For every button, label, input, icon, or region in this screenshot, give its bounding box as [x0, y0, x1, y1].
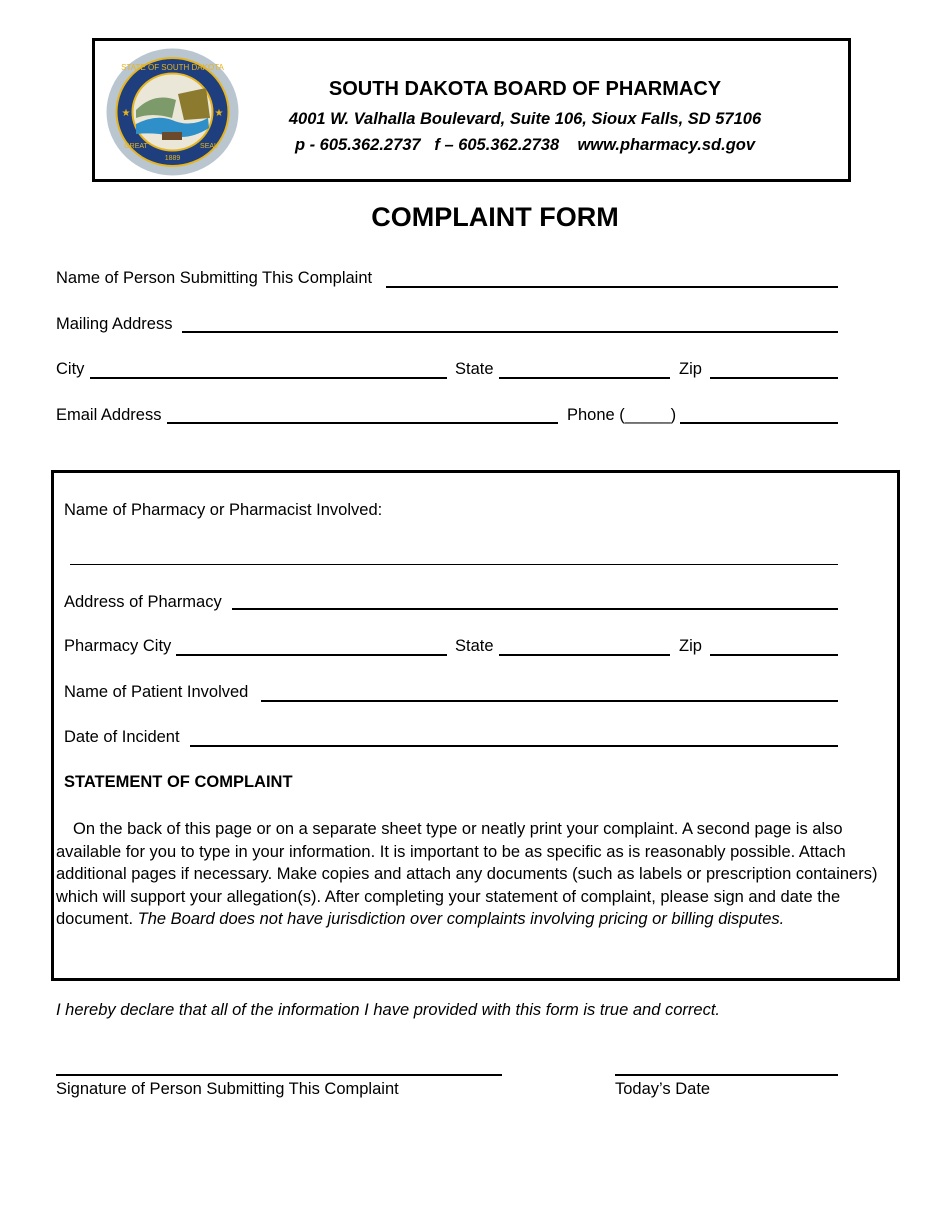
zip-field[interactable]	[710, 377, 838, 379]
mailing-address-label: Mailing Address	[56, 315, 173, 333]
seal-star-left: ★	[121, 108, 131, 119]
seal-ring-text-left: GREAT	[124, 143, 148, 150]
state-seal-icon	[106, 48, 239, 176]
pharmacy-zip-label: Zip	[679, 637, 702, 655]
pharmacy-address-field[interactable]	[232, 608, 838, 610]
mailing-address-field[interactable]	[182, 331, 838, 333]
submitter-name-field[interactable]	[386, 286, 838, 288]
signature-field[interactable]	[56, 1074, 502, 1076]
state-label: State	[455, 360, 494, 378]
declaration-text: I hereby declare that all of the information I have provided with this form is true and correct.	[56, 1001, 720, 1019]
pharmacy-city-field[interactable]	[176, 654, 447, 656]
pharmacy-state-field[interactable]	[499, 654, 670, 656]
statement-body: On the back of this page or on a separate sheet type or neatly print your complaint. A second page is also available for you to type in your information. It is important to be as specific as is reasonably possible. Attach additional pages if necessary. Make copies and attach any documents (such as labels or prescription containers) which will support your allegation(s). After completing your statement of complaint, please sign and date the document.	[56, 820, 878, 928]
todays-date-field[interactable]	[615, 1074, 838, 1076]
signature-label: Signature of Person Submitting This Complaint	[56, 1080, 399, 1098]
pharmacy-state-label: State	[455, 637, 494, 655]
submitter-name-label: Name of Person Submitting This Complaint	[56, 269, 373, 287]
city-label: City	[56, 360, 85, 378]
state-field[interactable]	[499, 377, 670, 379]
phone-label: Phone (_____)	[567, 406, 677, 424]
pharmacy-name-field[interactable]	[70, 564, 838, 565]
incident-date-field[interactable]	[190, 745, 838, 747]
seal-year: 1889	[164, 155, 181, 162]
pharmacy-zip-field[interactable]	[710, 654, 838, 656]
seal-star-right: ★	[214, 108, 224, 119]
patient-name-field[interactable]	[261, 700, 838, 702]
statement-heading: STATEMENT OF COMPLAINT	[64, 773, 293, 791]
org-address: 4001 W. Valhalla Boulevard, Suite 106, Sioux Falls, SD 57106	[288, 110, 762, 128]
org-name: SOUTH DAKOTA BOARD OF PHARMACY	[328, 78, 722, 100]
pharmacy-address-label: Address of Pharmacy	[64, 593, 222, 611]
patient-name-label: Name of Patient Involved	[64, 683, 249, 701]
pharmacy-city-label: Pharmacy City	[64, 637, 172, 655]
seal-ring-text: STATE OF SOUTH DAKOTA	[121, 63, 224, 72]
seal-ring-text-right: SEAL	[200, 143, 218, 150]
pharmacy-name-label: Name of Pharmacy or Pharmacist Involved:	[64, 501, 383, 519]
city-field[interactable]	[90, 377, 447, 379]
page-title: COMPLAINT FORM	[371, 202, 619, 232]
email-field[interactable]	[167, 422, 558, 424]
todays-date-label: Today’s Date	[615, 1080, 711, 1098]
seal-boat	[162, 132, 182, 140]
zip-label: Zip	[679, 360, 702, 378]
org-contact: p - 605.362.2737 f – 605.362.2738 www.pharmacy.sd.gov	[294, 136, 756, 154]
incident-date-label: Date of Incident	[64, 728, 180, 746]
statement-instructions	[56, 818, 894, 931]
statement-note: The Board does not have jurisdiction over complaints involving pricing or billing disputes.	[137, 910, 785, 928]
email-label: Email Address	[56, 406, 162, 424]
phone-field[interactable]	[680, 422, 838, 424]
